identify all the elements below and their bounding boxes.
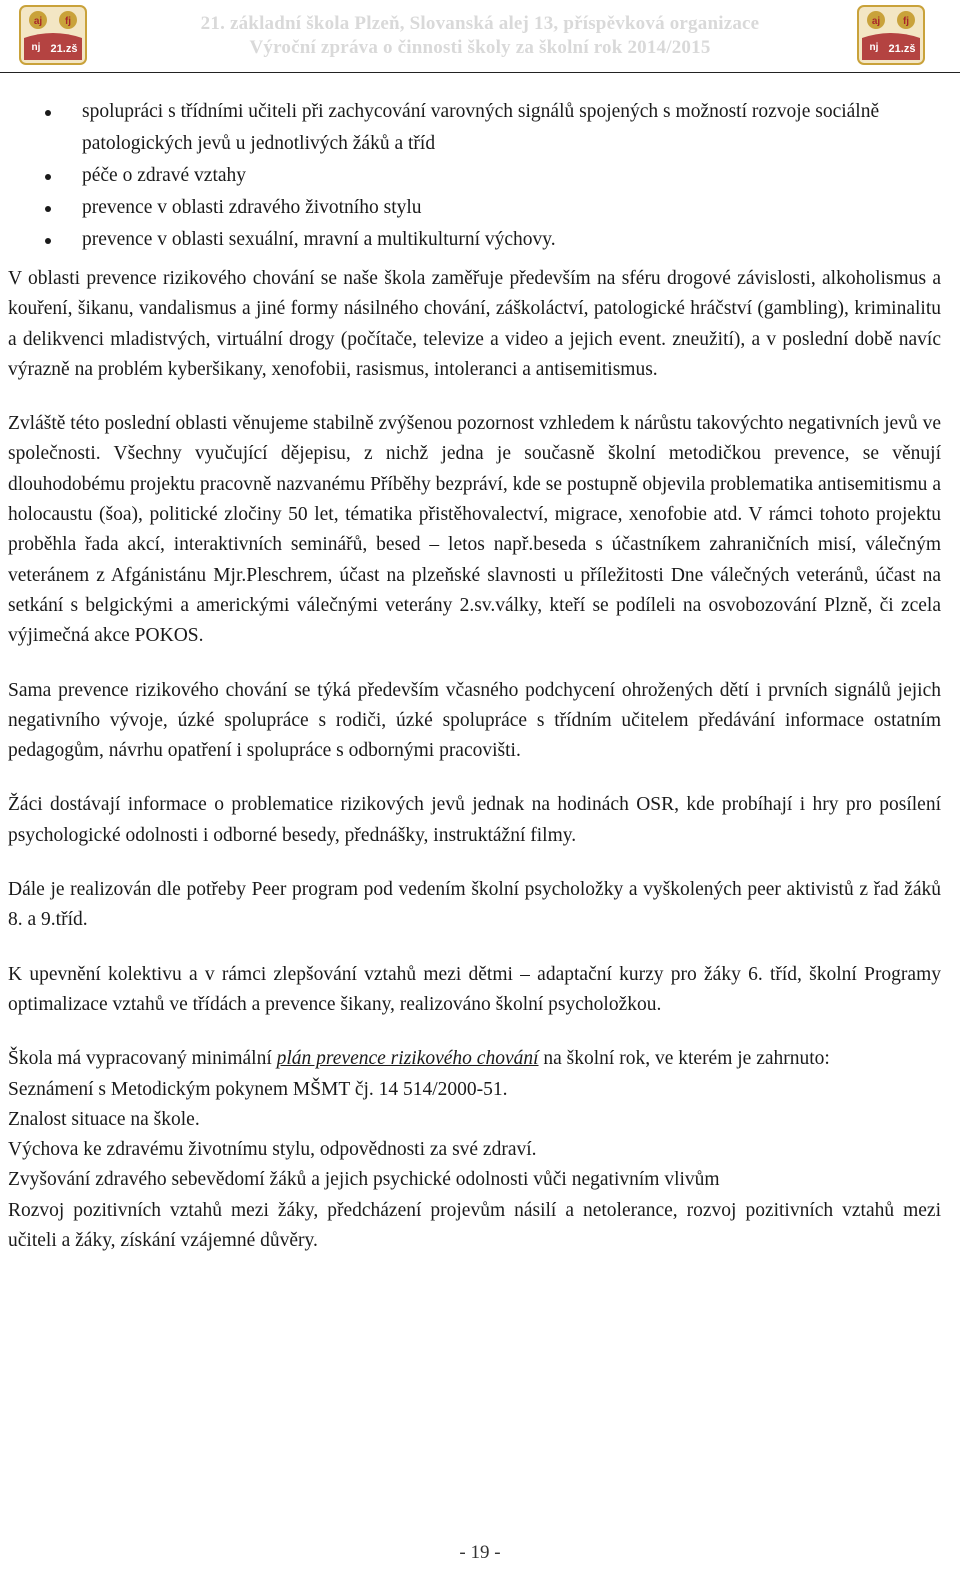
- plan-item: Znalost situace na škole.: [8, 1108, 200, 1130]
- logo-right-nj: nj: [869, 42, 879, 53]
- paragraph-adaptation-courses: K upevnění kolektivu a v rámci zlepšování vztahů mezi dětmi – adaptační kurzy pro žáky 6. tříd, školní Programy optimalizace vztahů ve třídách a prevence šikany, realizováno školní psycholožkou.: [8, 963, 941, 1015]
- plan-intro-text: Škola má vypracovaný minimální: [8, 1048, 272, 1070]
- plan-intro-text-after: na školní rok, ve kterém je zahrnuto:: [538, 1048, 830, 1070]
- plan-item: Rozvoj pozitivních vztahů mezi žáky, předcházení projevům násilí a netolerance, rozvoj pozitivních vztahů mezi učiteli a žáky, získání vzájemné důvěry.: [8, 1199, 941, 1252]
- list-item: péče o zdravé vztahy: [0, 160, 960, 192]
- prevention-plan-link: plán prevence rizikového chování: [276, 1048, 539, 1070]
- plan-item: Zvyšování zdravého sebevědomí žáků a jejich psychické odolnosti vůči negativním vlivům: [8, 1169, 720, 1191]
- page-number: - 19 -: [459, 1542, 501, 1563]
- prevention-bullet-list: [0, 96, 960, 256]
- plan-item: Seznámení s Metodickým pokynem MŠMT čj. 14 514/2000-51.: [8, 1078, 508, 1100]
- logo-left-fj: fj: [64, 16, 72, 27]
- header-school-name: 21. základní škola Plzeň, Slovanská alej 13, příspěvková organizace: [200, 13, 760, 34]
- logo-left-nj: nj: [31, 42, 41, 53]
- plan-items: [8, 1075, 941, 1257]
- paragraph-prevention-plan: [8, 1044, 941, 1074]
- header-report-title: Výroční zpráva o činnosti školy za školní rok 2014/2015: [249, 37, 711, 58]
- paragraph-risk-behavior: V oblasti prevence rizikového chování se naše škola zaměřuje především na sféru drogové závislosti, alkoholismus a kouření, šikanu, vandalismus a jiné formy násilného chování, záškoláctví, patologické hráčství (gambling), kriminalitu a delikvenci mladistvých, virtuální drogy (počítače, televize a video a jejich event. zneužití), a v poslední době navíc výrazně na problém kyberšikany, xenofobii, rasismus, intoleranci a antisemitismus.: [8, 268, 941, 380]
- logo-right-fj: fj: [902, 16, 910, 27]
- paragraph-peer-program: Dále je realizován dle potřeby Peer program pod vedením školní psycholožky a vyškolených peer aktivistů z řad žáků 8. a 9.tříd.: [8, 879, 941, 931]
- list-item: spolupráci s třídními učiteli při zachycování varovných signálů spojených s možností rozvoje sociálně patologických jevů u jednotlivých žáků a tříd: [0, 96, 960, 160]
- plan-item: Výchova ke zdravému životnímu stylu, odpovědnosti za své zdraví.: [8, 1139, 537, 1161]
- page-body: [8, 264, 941, 1256]
- paragraph-prevention-scope: Sama prevence rizikového chování se týká především včasného podchycení ohrožených dětí i prvních signálů jejich negativního vývoje, úzké spolupráce s rodiči, úzké spolupráce s třídním učitelem předávání informace ostatním pedagogům, návrhu opatření i spolupráce s odbornými pracovišti.: [8, 679, 941, 762]
- school-logo-left: [18, 4, 88, 66]
- paragraph-history-project: Zvláště této poslední oblasti věnujeme stabilně zvýšenou pozornost vzhledem k nárůstu takovýchto negativních jevů ve společnosti. Všechny vyučující dějepisu, z nichž jedna je současně školní metodičkou prevence, se věnují dlouhodobému projektu pracovně nazvanému Příběhy bezpráví, kde se postupně objevila problematika antisemitismu a holocaustu (šoa), politické zločiny 50 let, tématika přistěhovalectví, migrace, xenofobie atd. V rámci tohoto projektu proběhla řada akcí, interaktivních seminářů, besed – letos např.beseda s účastníkem zahraničních misí, válečným veteránem z Afgánistánu Mjr.Pleschrem, účast na plzeňské slavnosti u příležitosti Dne válečných veteránů, účast na setkání s belgickými a americkými válečnými veterány 2.sv.války, kteří se podíleli na osvobozování Plzně, či zcela výjimečná akce POKOS.: [8, 413, 941, 647]
- logo-right-aj: aj: [871, 16, 881, 27]
- list-item: prevence v oblasti zdravého životního stylu: [0, 192, 960, 224]
- page-header: [0, 0, 960, 73]
- logo-right-21zs: 21.zš: [888, 43, 916, 55]
- logo-left-aj: aj: [33, 16, 43, 27]
- logo-left-21zs: 21.zš: [50, 43, 78, 55]
- header-title-block: [100, 12, 860, 60]
- school-logo-right: [856, 4, 926, 66]
- paragraph-osr-lessons: Žáci dostávají informace o problematice rizikových jevů jednak na hodinách OSR, kde probíhají i hry pro posílení psychologické odolnosti i odborné besedy, přednášky, instruktážní filmy.: [8, 794, 941, 846]
- list-item: prevence v oblasti sexuální, mravní a multikulturní výchovy.: [0, 224, 960, 256]
